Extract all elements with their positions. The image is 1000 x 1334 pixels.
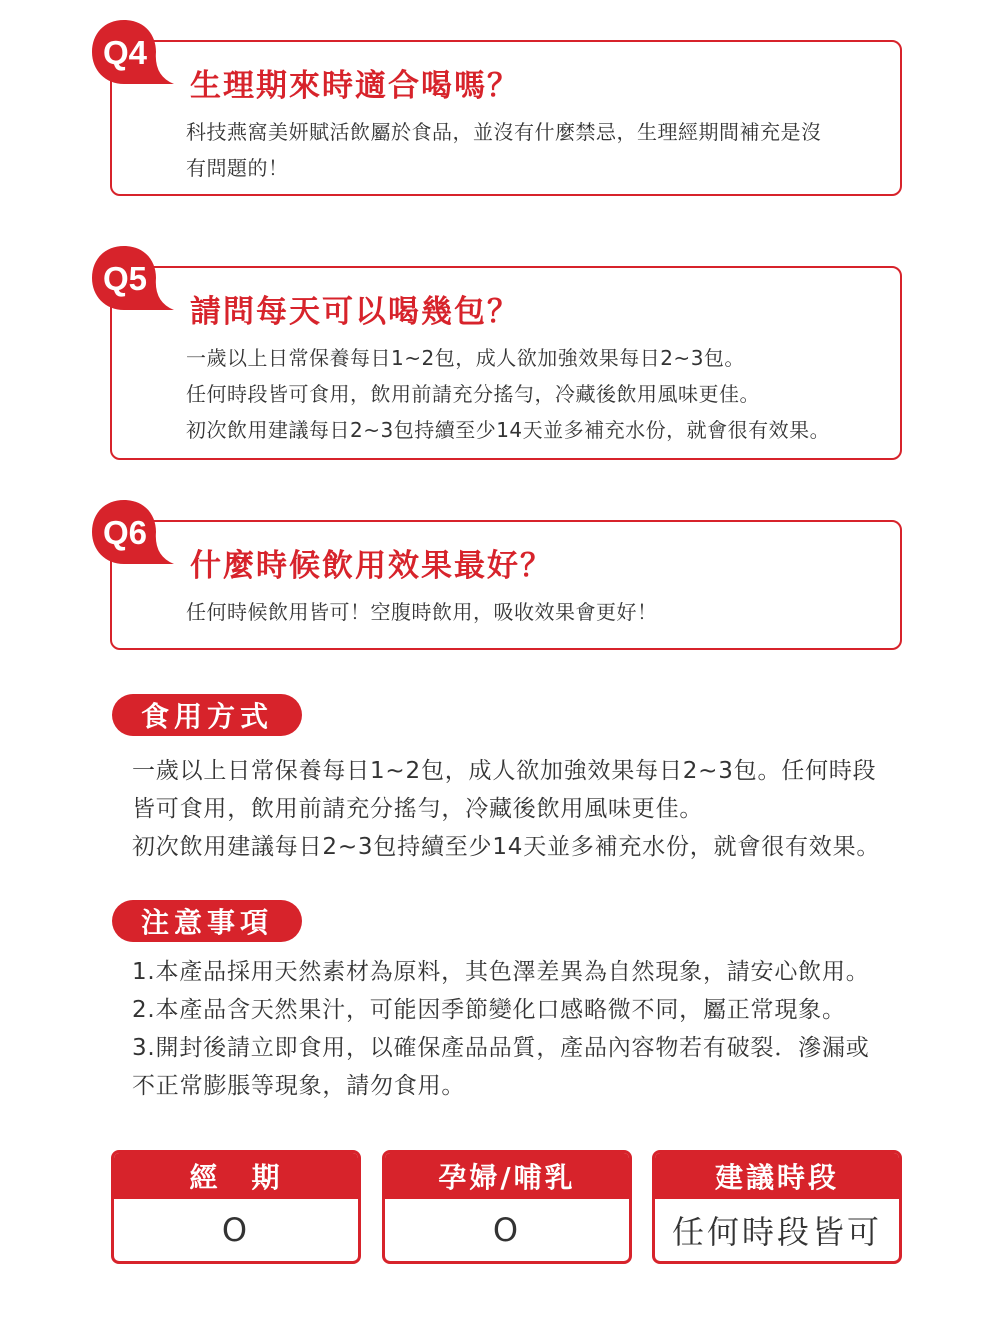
q-badge-label: Q4 bbox=[102, 34, 148, 71]
q-badge bbox=[88, 18, 178, 93]
q-badge bbox=[88, 244, 178, 319]
faq-question: 什麼時候飲用效果最好？ bbox=[190, 548, 553, 584]
faq-answer bbox=[186, 340, 886, 448]
faq-card-q6 bbox=[110, 520, 902, 650]
q-badge-label: Q6 bbox=[102, 514, 148, 551]
suitability-value: O bbox=[221, 1211, 251, 1249]
faq-answer-line: 有問題的！ bbox=[186, 156, 289, 180]
faq-answer-line: 初次飲用建議每日2~3包持續至少14天並多補充水份，就會很有效果。 bbox=[186, 418, 831, 442]
notes-line: 3.開封後請立即食用，以確保產品品質，產品內容物若有破裂．滲漏或 bbox=[132, 1035, 870, 1061]
usage-text bbox=[132, 752, 932, 866]
suitability-value: 任何時段皆可 bbox=[671, 1213, 882, 1251]
faq-question: 請問每天可以喝幾包？ bbox=[190, 294, 520, 330]
faq-question: 生理期來時適合喝嗎？ bbox=[190, 68, 520, 104]
faq-answer-line: 任何時候飲用皆可！空腹時飲用，吸收效果會更好！ bbox=[186, 600, 658, 624]
suitability-pregnancy bbox=[382, 1150, 632, 1264]
notes-text bbox=[132, 953, 932, 1105]
suitability-header: 孕婦/哺乳 bbox=[385, 1153, 629, 1199]
usage-line: 皆可食用，飲用前請充分搖勻，冷藏後飲用風味更佳。 bbox=[132, 796, 704, 822]
suitability-time bbox=[652, 1150, 902, 1264]
faq-answer-line: 一歲以上日常保養每日1~2包，成人欲加強效果每日2~3包。 bbox=[186, 346, 745, 370]
usage-line: 一歲以上日常保養每日1~2包，成人欲加強效果每日2~3包。任何時段 bbox=[132, 758, 877, 784]
q-badge-label: Q5 bbox=[102, 260, 148, 297]
notes-line: 1.本產品採用天然素材為原料，其色澤差異為自然現象，請安心飲用。 bbox=[132, 959, 870, 985]
faq-card-q5 bbox=[110, 266, 902, 460]
notes-title: 注意事項 bbox=[112, 900, 302, 942]
usage-line: 初次飲用建議每日2~3包持續至少14天並多補充水份，就會很有效果。 bbox=[132, 834, 881, 860]
notes-line: 2.本產品含天然果汁，可能因季節變化口感略微不同，屬正常現象。 bbox=[132, 997, 846, 1023]
notes-line: 不正常膨脹等現象，請勿食用。 bbox=[132, 1073, 466, 1099]
faq-answer bbox=[186, 594, 886, 630]
suitability-header: 經 期 bbox=[114, 1153, 358, 1199]
faq-card-q4 bbox=[110, 40, 902, 196]
q-badge bbox=[88, 498, 178, 573]
faq-answer bbox=[186, 114, 886, 186]
suitability-menstruation bbox=[111, 1150, 361, 1264]
faq-answer-line: 任何時段皆可食用，飲用前請充分搖勻，冷藏後飲用風味更佳。 bbox=[186, 382, 760, 406]
faq-answer-line: 科技燕窩美妍賦活飲屬於食品，並沒有什麼禁忌，生理經期間補充是沒 bbox=[186, 120, 822, 144]
usage-title: 食用方式 bbox=[112, 694, 302, 736]
suitability-value: O bbox=[492, 1211, 522, 1249]
suitability-header: 建議時段 bbox=[655, 1153, 899, 1199]
